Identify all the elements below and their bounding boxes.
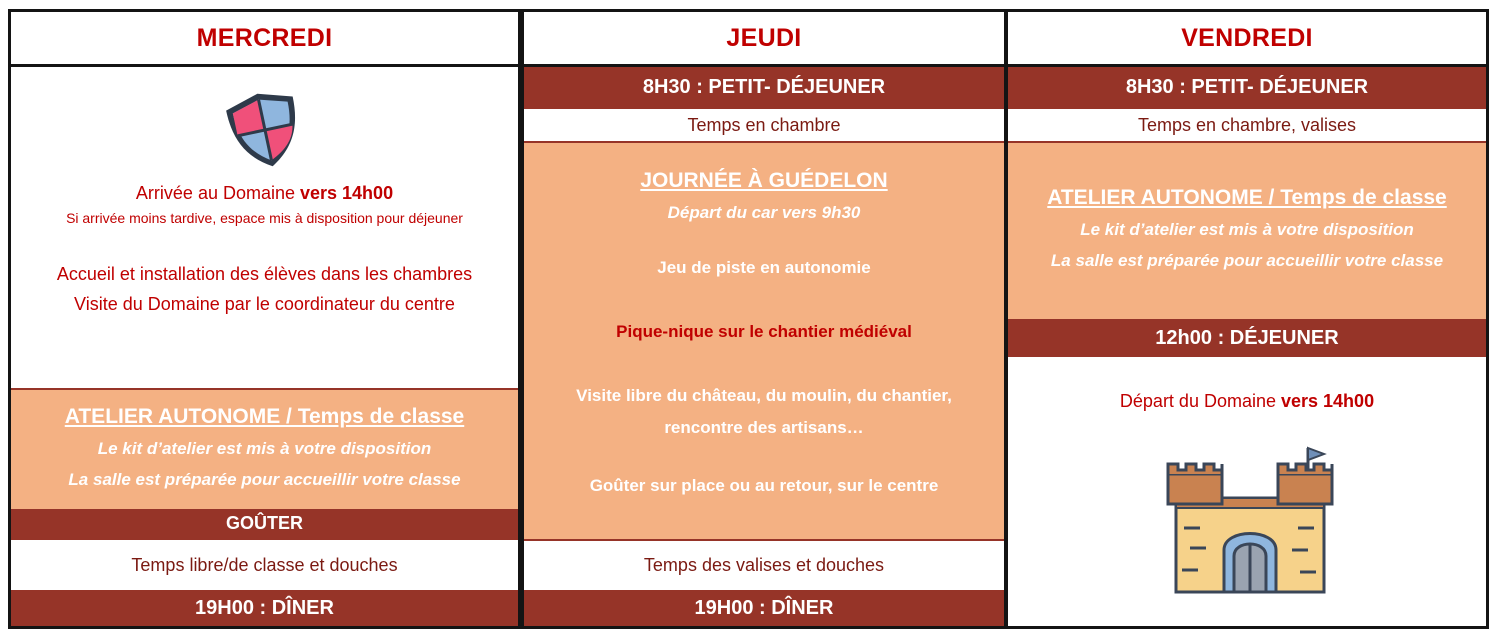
shield-icon bbox=[219, 87, 311, 173]
workshop-block-friday bbox=[1008, 141, 1486, 319]
breakfast-band-thursday: 8H30 : PETIT- DÉJEUNER bbox=[524, 67, 1004, 107]
arrival-note: Si arrivée moins tardive, espace mis à disposition pour déjeuner bbox=[66, 210, 463, 226]
workshop-title: ATELIER AUTONOME / Temps de classe bbox=[64, 404, 465, 428]
day-title-thursday: JEUDI bbox=[524, 12, 1004, 67]
bus-departure: Départ du car vers 9h30 bbox=[667, 203, 861, 222]
guedelon-block bbox=[524, 141, 1004, 539]
departure-line bbox=[1120, 391, 1374, 412]
picnic: Pique-nique sur le chantier médiéval bbox=[616, 322, 912, 341]
breakfast-band-friday: 8H30 : PETIT- DÉJEUNER bbox=[1008, 67, 1486, 107]
welcome-line-2: Visite du Domaine par le coordinateur du centre bbox=[74, 294, 455, 314]
column-thursday bbox=[521, 9, 1007, 629]
column-friday bbox=[1005, 9, 1489, 629]
workshop-line-2: La salle est préparée pour accueillir votre classe bbox=[68, 469, 461, 489]
arrival-prefix: Arrivée au Domaine bbox=[135, 183, 300, 203]
room-time-thursday: Temps en chambre bbox=[524, 107, 1004, 141]
visit-line-2: rencontre des artisans… bbox=[664, 418, 864, 437]
luggage-time: Temps des valises et douches bbox=[524, 539, 1004, 590]
guedelon-title: JOURNÉE À GUÉDELON bbox=[640, 169, 888, 192]
castle-icon bbox=[1160, 444, 1340, 594]
room-time-friday: Temps en chambre, valises bbox=[1008, 107, 1486, 141]
lunch-band-friday: 12h00 : DÉJEUNER bbox=[1008, 319, 1486, 357]
arrival-block bbox=[11, 67, 518, 388]
day-title-wednesday: MERCREDI bbox=[11, 12, 518, 67]
snack-band: GOÛTER bbox=[11, 509, 518, 538]
departure-prefix: Départ du Domaine bbox=[1119, 391, 1281, 411]
workshop-title-friday: ATELIER AUTONOME / Temps de classe bbox=[1047, 186, 1447, 209]
workshop-line-1: Le kit d’atelier est mis à votre disposition bbox=[97, 438, 432, 458]
departure-block bbox=[1008, 357, 1486, 626]
column-wednesday bbox=[8, 9, 521, 629]
treasure-hunt: Jeu de piste en autonomie bbox=[657, 258, 871, 277]
workshop-line-2-friday: La salle est préparée pour accueillir votre classe bbox=[1050, 251, 1444, 270]
visit-line-1: Visite libre du château, du moulin, du chantier, bbox=[576, 386, 952, 405]
free-time: Temps libre/de classe et douches bbox=[11, 538, 518, 590]
workshop-line-1-friday: Le kit d’atelier est mis à votre disposition bbox=[1080, 220, 1414, 239]
day-title-friday: VENDREDI bbox=[1008, 12, 1486, 67]
dinner-band-wednesday: 19H00 : DÎNER bbox=[11, 590, 518, 626]
departure-time: vers 14h00 bbox=[1281, 391, 1375, 411]
arrival-time: vers 14h00 bbox=[300, 183, 394, 203]
arrival-line bbox=[136, 183, 393, 204]
welcome-line-1: Accueil et installation des élèves dans les chambres bbox=[56, 264, 473, 284]
workshop-block-wednesday bbox=[11, 388, 518, 509]
dinner-band-thursday: 19H00 : DÎNER bbox=[524, 590, 1004, 626]
snack-thursday: Goûter sur place ou au retour, sur le centre bbox=[589, 476, 939, 495]
